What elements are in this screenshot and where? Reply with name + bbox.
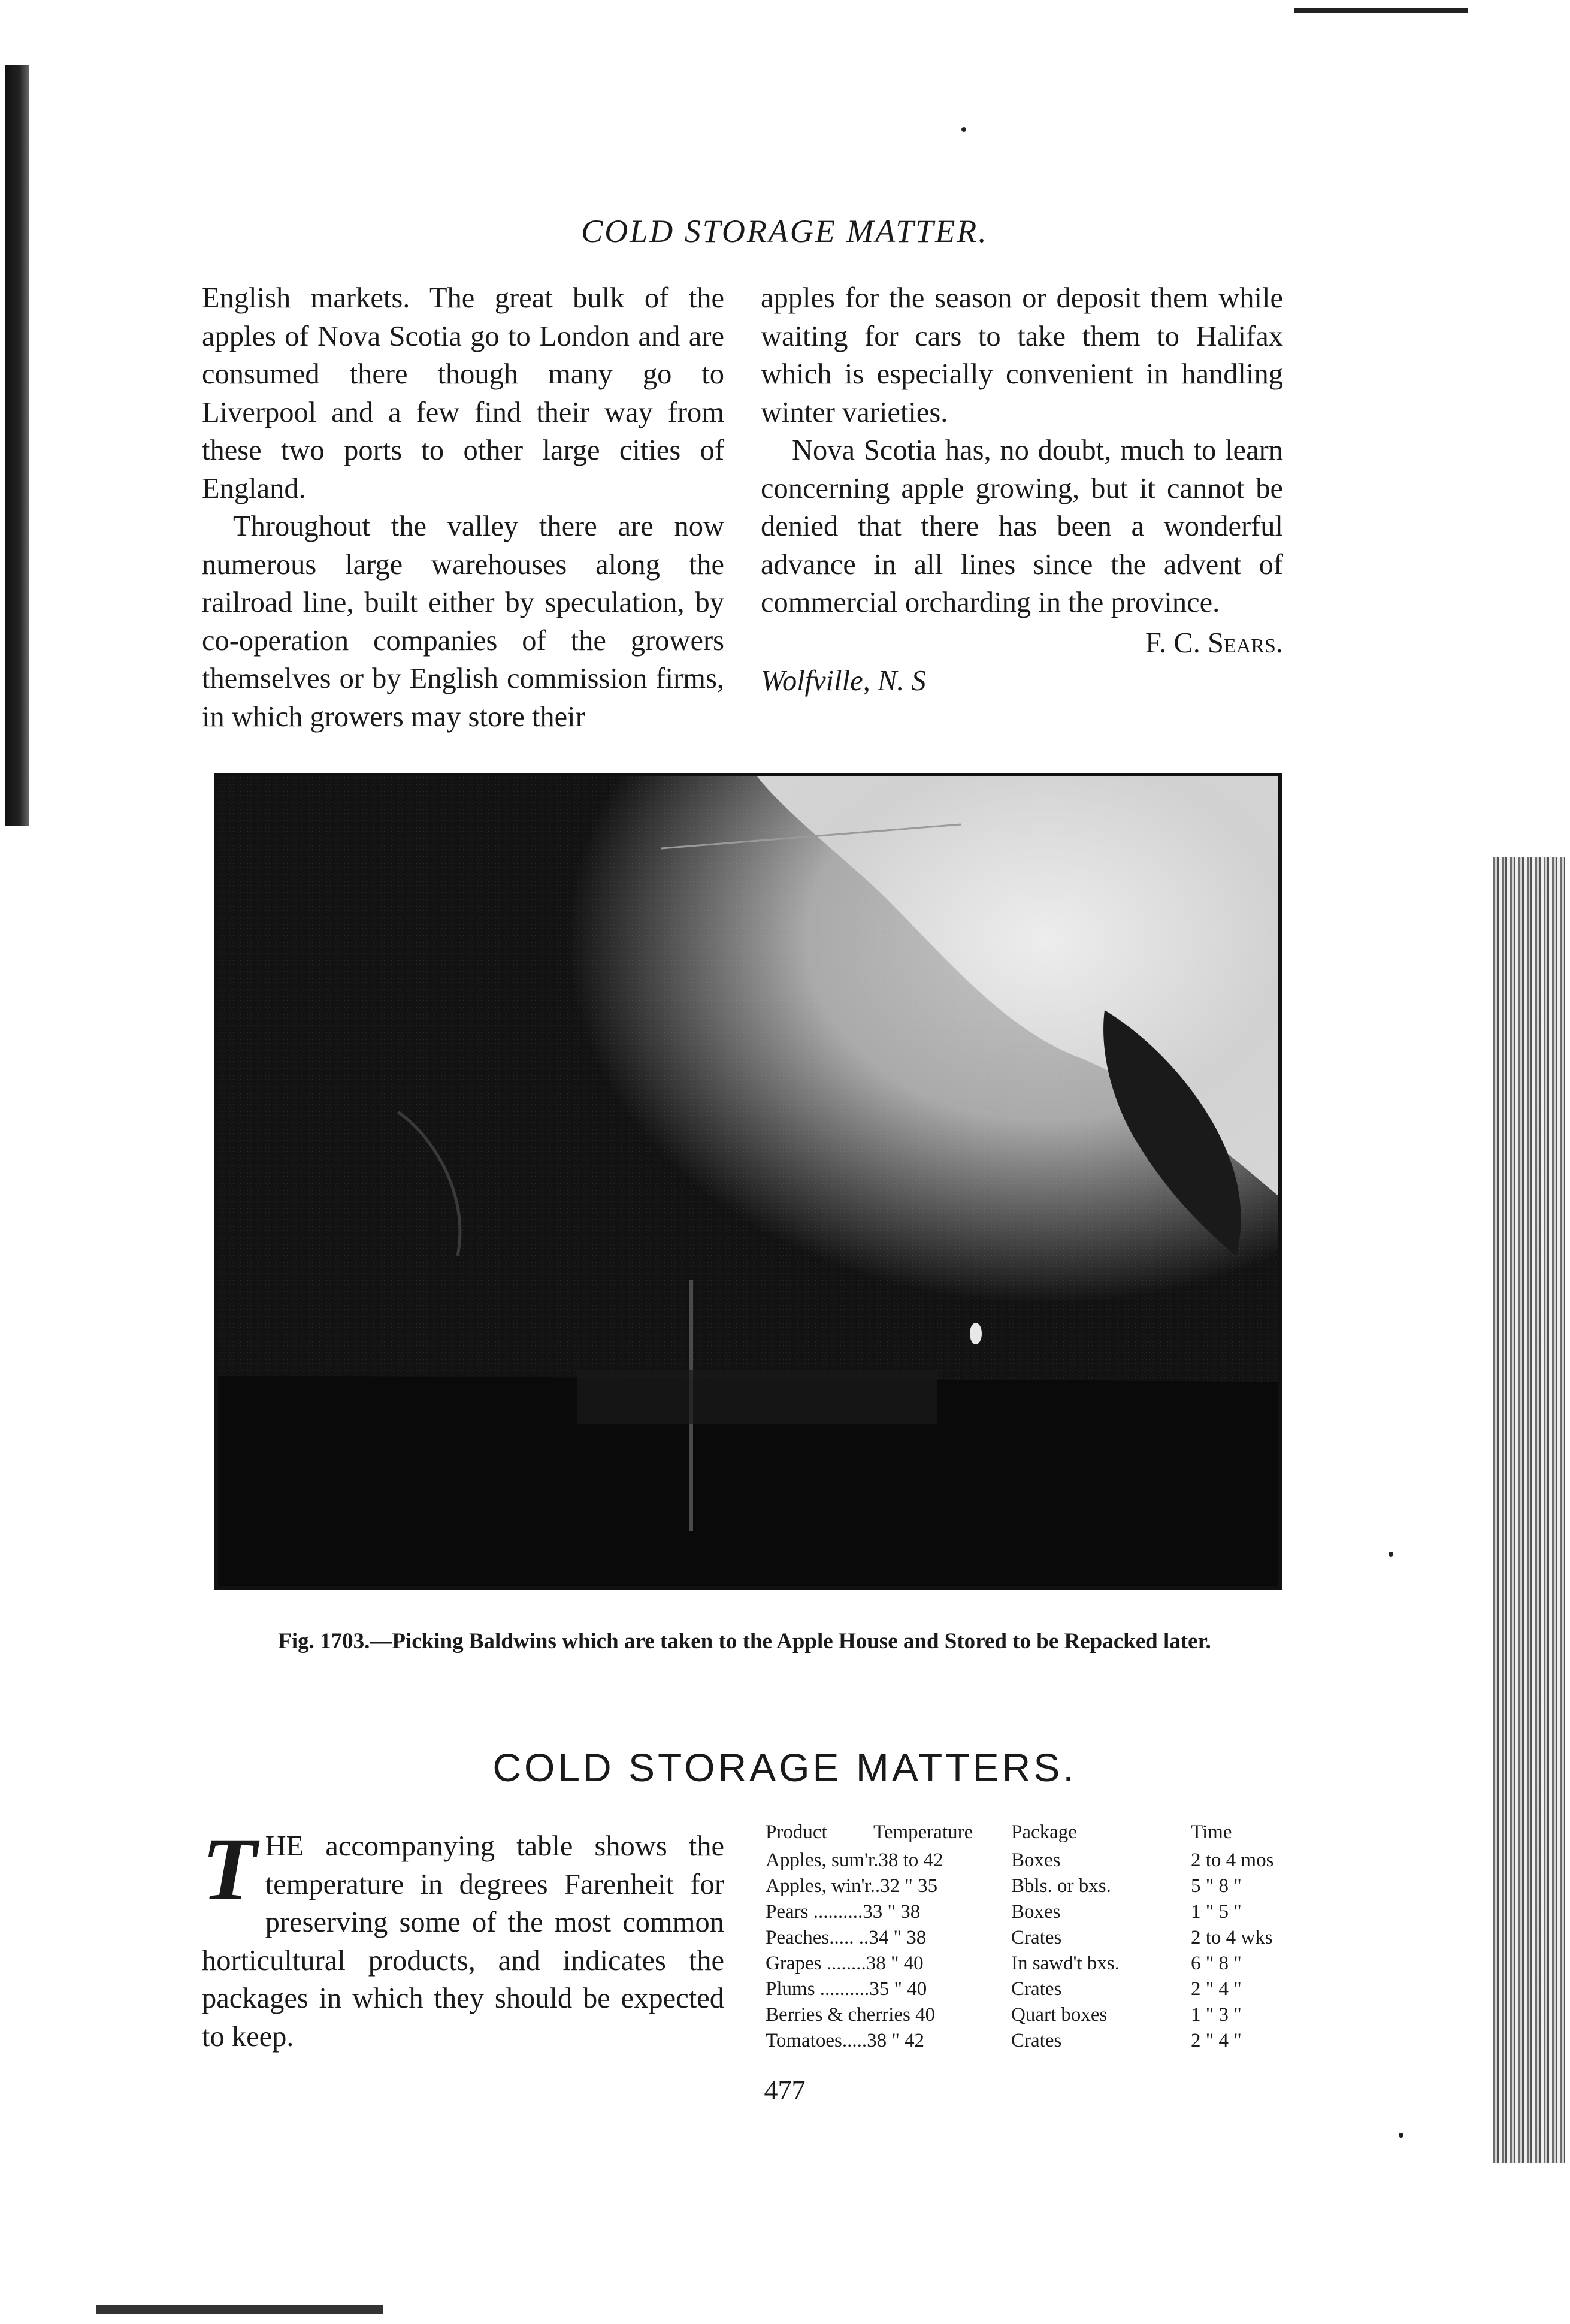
header-product: Product xyxy=(766,1821,827,1843)
table-row xyxy=(766,1977,1287,2002)
storage-table xyxy=(766,1820,1287,2054)
header-time: Time xyxy=(1191,1821,1232,1843)
author-place: Wolfville, N. S xyxy=(761,665,926,697)
table-row xyxy=(766,1925,1287,1951)
table-cell-package: Quart boxes xyxy=(1011,2004,1108,2026)
orchard-photo xyxy=(214,773,1282,1590)
table-row xyxy=(766,1899,1287,1925)
table-cell-product: Tomatoes.....38 " 42 xyxy=(766,2030,925,2051)
article-paragraph: apples for the season or deposit them while waiting for cars to take them to Halifax which is especially convenient in handling winter varieties. xyxy=(761,282,1283,428)
article-right-column xyxy=(761,279,1283,700)
article-paragraph: Throughout the valley there are now numerous large warehouses along the railroad line, built either by speculation, by co-operation companies of the growers themselves or by English commission firms, in which growers may store their xyxy=(202,510,724,733)
article-left-column xyxy=(202,279,724,736)
scan-edge-right xyxy=(1493,857,1565,2163)
table-row xyxy=(766,1848,1287,1873)
table-cell-product: Plums ..........35 " 40 xyxy=(766,1978,927,2000)
table-cell-product: Pears ..........33 " 38 xyxy=(766,1901,921,1923)
drop-cap: T xyxy=(202,1820,257,1919)
scan-mark-top xyxy=(1294,8,1468,13)
table-header-cell xyxy=(766,1820,1011,1845)
table-header-row xyxy=(766,1820,1287,1845)
scan-edge-left xyxy=(5,65,29,826)
table-cell-package: Crates xyxy=(1011,1978,1062,2000)
table-cell-product: Apples, win'r..32 " 35 xyxy=(766,1875,938,1897)
table-cell-package: Boxes xyxy=(1011,1849,1061,1871)
table-cell-package: Boxes xyxy=(1011,1901,1061,1923)
table-cell-product: Berries & cherries 40 xyxy=(766,2004,936,2026)
running-head: COLD STORAGE MATTER. xyxy=(581,213,988,249)
table-cell-time: 1 " 5 " xyxy=(1191,1901,1242,1923)
article-paragraph: Nova Scotia has, no doubt, much to learn concerning apple growing, but it cannot be denied that there has been a wonderful advance in all lines since the advent of commercial orcharding in the province. xyxy=(761,434,1283,618)
section-intro-text: HE accompanying table shows the temperature in degrees Farenheit for preserving some of the most common horticultural products, and indicates the packages in which they should be expected to keep. xyxy=(202,1830,724,2053)
table-cell-time: 2 " 4 " xyxy=(1191,1978,1242,2000)
table-cell-time: 6 " 8 " xyxy=(1191,1953,1242,1974)
table-cell-product: Grapes ........38 " 40 xyxy=(766,1953,924,1974)
figure-caption: Fig. 1703.—Picking Baldwins which are taken to the Apple House and Stored to be Repacked later. xyxy=(278,1629,1211,1654)
table-row xyxy=(766,2028,1287,2054)
table-cell-time: 2 to 4 wks xyxy=(1191,1927,1273,1948)
section-title: COLD STORAGE MATTERS. xyxy=(492,1745,1077,1790)
header-temperature: Temperature xyxy=(873,1821,973,1843)
table-cell-time: 5 " 8 " xyxy=(1191,1875,1242,1897)
table-cell-time: 1 " 3 " xyxy=(1191,2004,1242,2026)
header-package: Package xyxy=(1011,1821,1077,1843)
table-cell-package: Bbls. or bxs. xyxy=(1011,1875,1111,1897)
scan-speck xyxy=(1399,2133,1403,2138)
table-cell-product: Apples, sum'r.38 to 42 xyxy=(766,1849,943,1871)
article-paragraph: English markets. The great bulk of the apples of Nova Scotia go to London and are consumed there though many go to Liverpool and a few find their way from these two ports to other large cities of England. xyxy=(202,282,724,504)
author-signature: F. C. Sears. xyxy=(1145,627,1283,659)
table-row xyxy=(766,2002,1287,2028)
table-cell-package: Crates xyxy=(1011,2030,1062,2051)
table-cell-product: Peaches..... ..34 " 38 xyxy=(766,1927,927,1948)
table-row xyxy=(766,1873,1287,1899)
page-number: 477 xyxy=(764,2075,806,2105)
orchard-photo-image xyxy=(218,776,1278,1586)
table-cell-time: 2 to 4 mos xyxy=(1191,1849,1274,1871)
scan-speck xyxy=(961,127,966,132)
scan-speck xyxy=(1389,1552,1393,1557)
section-intro xyxy=(202,1820,724,2056)
table-cell-package: Crates xyxy=(1011,1927,1062,1948)
table-row xyxy=(766,1951,1287,1977)
table-cell-time: 2 " 4 " xyxy=(1191,2030,1242,2051)
scan-mark-bottom xyxy=(96,2305,383,2314)
table-cell-package: In sawd't bxs. xyxy=(1011,1953,1120,1974)
